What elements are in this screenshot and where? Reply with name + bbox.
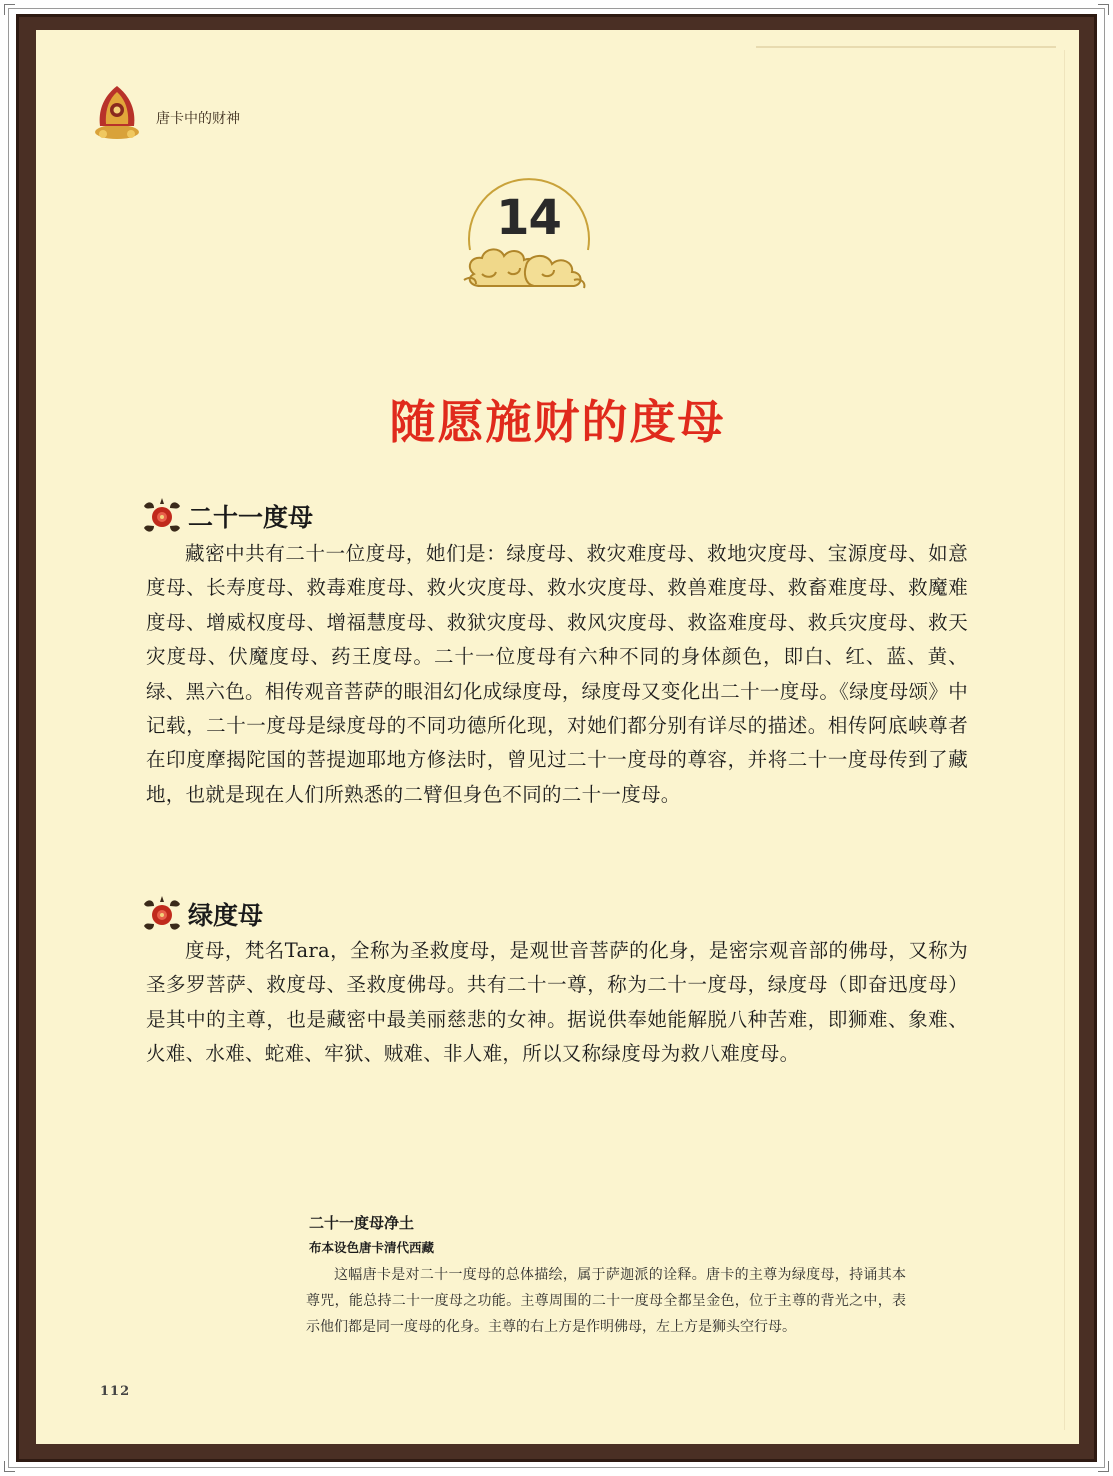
section-body: 藏密中共有二十一位度母，她们是：绿度母、救灾难度母、救地灾度母、宝源度母、如意度母、长寿度母、救毒难度母、救火灾度母、救水灾度母、救兽难度母、救畜难度母、救魔难度母、增威权度母、增福慧度母、救狱灾度母、救风灾度母、救盗难度母、救兵灾度母、救天灾度母、伏魔度母、药王度母。二十一位度母有六种不同的身体颜色，即白、红、蓝、黄、绿、黑六色。相传观音菩萨的眼泪幻化成绿度母，绿度母又变化出二十一度母。《绿度母颂》中记载，二十一度母是绿度母的不同功德所化现，对她们都分别有详尽的描述。相传阿底峡尊者在印度摩揭陀国的菩提迦耶地方修法时，曾见过二十一度母的尊容，并将二十一度母传到了藏地，也就是现在人们所熟悉的二臂但身色不同的二十一度母。: [146, 542, 968, 806]
section-heading: [140, 894, 263, 934]
section-title: 绿度母: [188, 901, 264, 930]
section-heading: [140, 496, 313, 536]
page-number: 112: [100, 1384, 131, 1399]
running-head: [86, 88, 240, 138]
flower-icon: [140, 894, 184, 934]
thangka-emblem-icon: [86, 82, 148, 144]
caption-title: 二十一度母净土: [309, 1214, 415, 1232]
crop-mark: [1098, 4, 1109, 15]
decorative-rule: [1064, 50, 1065, 1430]
chapter-title: 随愿施财的度母: [389, 395, 726, 449]
running-head-title: 唐卡中的财神: [156, 111, 240, 127]
crop-mark: [4, 1461, 15, 1472]
flower-icon: [140, 496, 184, 536]
section-title: 二十一度母: [188, 503, 314, 532]
crop-mark: [4, 4, 15, 15]
book-page: [36, 30, 1079, 1444]
decorative-rule: [756, 46, 1056, 48]
cloud-ornament-icon: [456, 162, 656, 332]
chapter-number: 14: [496, 190, 561, 246]
crop-mark: [1098, 1461, 1109, 1472]
chapter-badge: [456, 162, 656, 332]
caption-subtitle: 布本设色唐卡清代西藏: [309, 1240, 435, 1255]
section-body: 度母，梵名Tara，全称为圣救度母，是观世音菩萨的化身，是密宗观音部的佛母，又称为圣多罗菩萨、救度母、圣救度佛母。共有二十一尊，称为二十一度母，绿度母（即奋迅度母）是其中的主尊，也是藏密中最美丽慈悲的女神。据说供奉她能解脱八种苦难，即狮难、象难、火难、水难、蛇难、牢狱、贼难、非人难，所以又称绿度母为救八难度母。: [146, 939, 968, 1066]
caption-text: 这幅唐卡是对二十一度母的总体描绘，属于萨迦派的诠释。唐卡的主尊为绿度母，持诵其本尊咒，能总持二十一度母之功能。主尊周围的二十一度母全都呈金色，位于主尊的背光之中，表示他们都是同一度母的化身。主尊的右上方是作明佛母，左上方是狮头空行母。: [306, 1267, 906, 1335]
